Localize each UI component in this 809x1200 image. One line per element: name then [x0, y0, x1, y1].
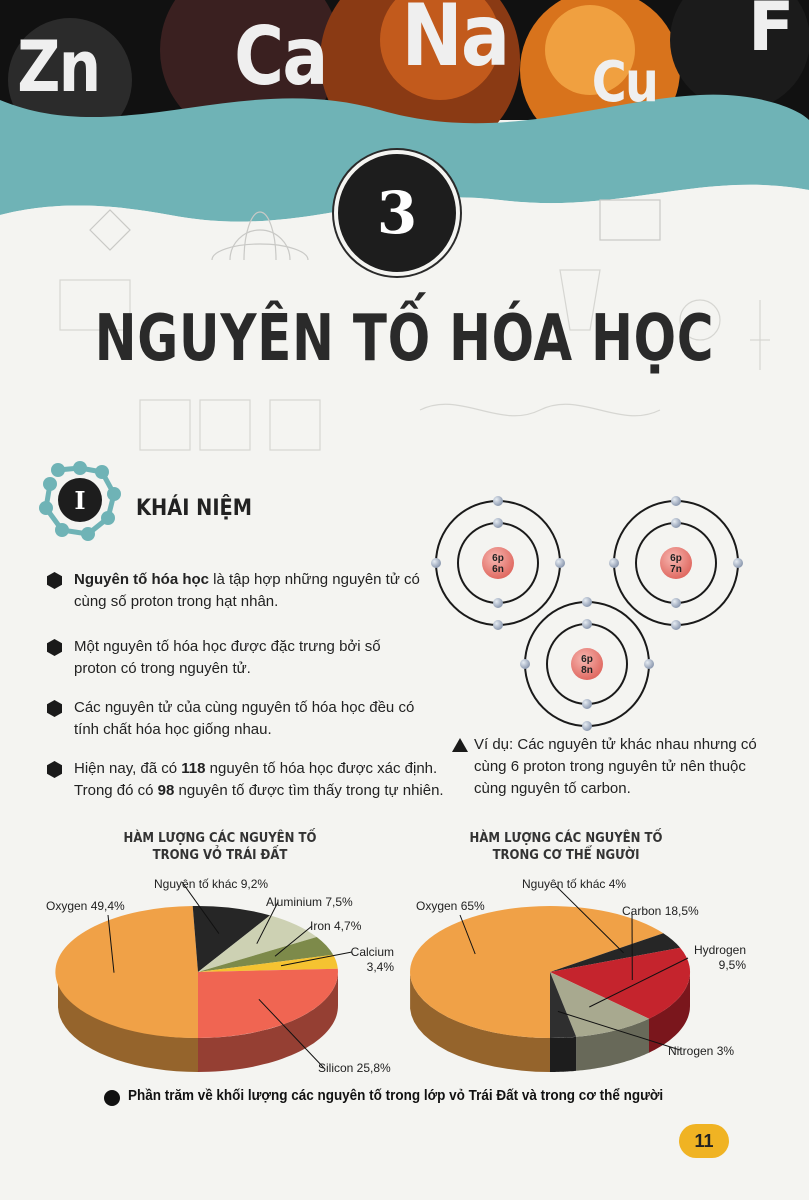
electron: [644, 659, 654, 669]
electron: [431, 558, 441, 568]
atom-protons-label: 6p: [670, 553, 682, 564]
bullet-number-98: 98: [157, 782, 175, 799]
label-earth-silicon: Silicon 25,8%: [318, 1061, 391, 1075]
bullet-bold-term: Nguyên tố hóa học: [74, 571, 209, 588]
chart-title-earth-line2: TRONG VỎ TRÁI ĐẤT: [152, 848, 288, 863]
section-molecule-icon: [38, 458, 122, 542]
element-symbol-ca: Ca: [234, 10, 327, 103]
label-body-nitrogen: Nitrogen 3%: [668, 1044, 735, 1058]
chapter-number-badge: [334, 150, 460, 276]
chapter-title: NGUYÊN TỐ HÓA HỌC: [94, 302, 715, 376]
bullet-text: nguyên tố hóa học được xác định. Trong đó có: [74, 760, 438, 799]
bullet-text: Các nguyên tử của cùng nguyên tố hóa học đều có tính chất hóa học giống nhau.: [74, 699, 415, 738]
electron: [582, 721, 592, 731]
bullet-count: [46, 758, 446, 802]
section-title: KHÁI NIỆM: [136, 496, 253, 521]
atom-protons-label: 6p: [581, 654, 593, 665]
bullet-properties: [46, 697, 426, 741]
triangle-bullet-icon: [452, 738, 468, 752]
element-symbol-na: Na: [401, 0, 509, 86]
atom-c12: [431, 496, 565, 630]
electron: [555, 558, 565, 568]
pie-side-nitrogen: [550, 1037, 576, 1072]
bullet-definition: [46, 569, 426, 613]
electron: [582, 619, 592, 629]
hexagon-bullet-icon: [46, 639, 63, 656]
hexagon-bullet-icon: [46, 700, 63, 717]
figure-caption: Phần trăm về khối lượng các nguyên tố trong lớp vỏ Trái Đất và trong cơ thể người: [128, 1088, 664, 1104]
chart-title-body-line2: TRONG CƠ THỂ NGƯỜI: [492, 848, 640, 863]
example-note: [452, 734, 772, 800]
element-symbol-cu: Cu: [591, 50, 658, 115]
hexagon-bullet-icon: [46, 572, 63, 589]
electron: [671, 496, 681, 506]
electron: [493, 496, 503, 506]
page-number-badge: [679, 1124, 729, 1158]
chapter-number: 3: [376, 179, 418, 247]
atom-c14: [520, 597, 654, 731]
carbon-isotopes-diagram: [430, 486, 760, 736]
element-symbol-f: F: [748, 0, 793, 67]
electron: [609, 558, 619, 568]
bullet-text: nguyên tố được tìm thấy trong tự nhiên.: [174, 782, 444, 799]
label-body-hydrogen: Hydrogen 9,5%: [693, 943, 746, 972]
electron: [582, 597, 592, 607]
label-earth-iron: Iron 4,7%: [310, 919, 362, 933]
electron: [493, 518, 503, 528]
atom-neutrons-label: 8n: [581, 665, 593, 676]
hexagon-bullet-icon: [46, 761, 63, 778]
label-body-carbon: Carbon 18,5%: [622, 904, 699, 918]
electron: [733, 558, 743, 568]
label-body-oxygen: Oxygen 65%: [416, 899, 485, 913]
atom-neutrons-label: 7n: [670, 564, 682, 575]
bullet-number-118: 118: [181, 760, 206, 777]
electron: [520, 659, 530, 669]
bullet-text: là tập hợp những nguyên tử có cùng số proton trong hạt nhân.: [74, 571, 420, 610]
label-earth-other: Nguyên tố khác 9,2%: [154, 877, 269, 891]
electron: [671, 518, 681, 528]
atom-c13: [609, 496, 743, 630]
chart-title-earth-line1: HÀM LƯỢNG CÁC NGUYÊN TỐ: [123, 831, 317, 846]
label-body-other: Nguyên tố khác 4%: [522, 877, 627, 891]
label-earth-oxygen: Oxygen 49,4%: [46, 899, 125, 913]
chart-title-body-line1: HÀM LƯỢNG CÁC NGUYÊN TỐ: [469, 831, 663, 846]
example-text: Ví dụ: Các nguyên tử khác nhau nhưng có cùng 6 proton trong nguyên tử nên thuộc cùng nguyên tố carbon.: [474, 736, 757, 797]
page-number: 11: [694, 1130, 714, 1151]
section-number: I: [74, 486, 86, 515]
bullet-characterized: [46, 636, 426, 680]
atom-protons-label: 6p: [492, 553, 504, 564]
label-earth-calcium: Calcium 3,4%: [350, 945, 394, 974]
electron: [493, 620, 503, 630]
electron: [493, 598, 503, 608]
bullet-text: Một nguyên tố hóa học được đặc trưng bởi số proton có trong nguyên tử.: [74, 638, 381, 677]
caption-bullet-icon: [104, 1090, 120, 1106]
label-earth-aluminium: Aluminium 7,5%: [266, 895, 353, 909]
bullet-text: Hiện nay, đã có: [74, 760, 182, 777]
element-symbol-zn: Zn: [17, 26, 100, 108]
electron: [671, 598, 681, 608]
electron: [582, 699, 592, 709]
atom-neutrons-label: 6n: [492, 564, 504, 575]
electron: [671, 620, 681, 630]
